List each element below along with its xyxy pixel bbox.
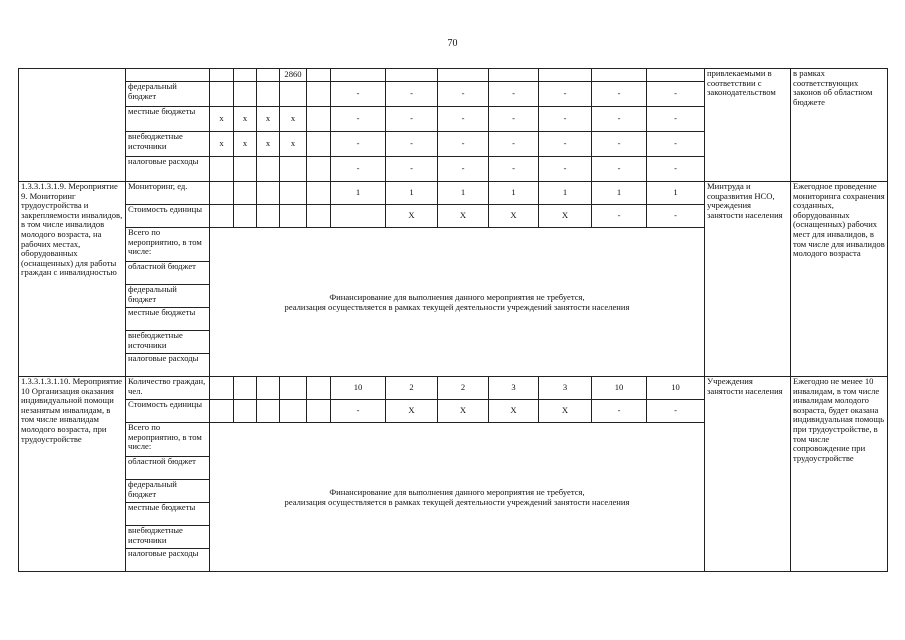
value-cell: - bbox=[489, 107, 539, 132]
x-cell bbox=[210, 82, 234, 107]
indicator-label-cell: Стоимость единицы bbox=[126, 400, 210, 423]
x-cell bbox=[234, 205, 257, 228]
x-cell: x bbox=[280, 107, 307, 132]
value-cell: 1 bbox=[489, 182, 539, 205]
value-cell: X bbox=[489, 400, 539, 423]
funding-source-cell: местные бюджеты bbox=[126, 503, 210, 526]
value-cell bbox=[331, 205, 386, 228]
x-cell: x bbox=[210, 132, 234, 157]
value-cell bbox=[539, 69, 592, 82]
value-cell: - bbox=[331, 82, 386, 107]
value-cell: - bbox=[647, 205, 705, 228]
funding-source-cell: федеральный бюджет bbox=[126, 285, 210, 308]
funding-source-cell: Всего по мероприятию, в том числе: bbox=[126, 423, 210, 457]
indicator-label-cell: Мониторинг, ед. bbox=[126, 182, 210, 205]
x-cell bbox=[307, 205, 331, 228]
x-cell bbox=[280, 82, 307, 107]
value-cell: - bbox=[438, 157, 489, 182]
value-cell: - bbox=[386, 157, 438, 182]
value-cell: - bbox=[647, 132, 705, 157]
table-row bbox=[19, 182, 888, 205]
x-cell bbox=[257, 205, 280, 228]
program-table bbox=[18, 68, 888, 572]
value-cell: - bbox=[647, 82, 705, 107]
x-cell bbox=[234, 69, 257, 82]
x-cell bbox=[210, 69, 234, 82]
x-cell bbox=[257, 69, 280, 82]
x-cell bbox=[280, 157, 307, 182]
funding-source-cell: налоговые расходы bbox=[126, 157, 210, 182]
value-cell: - bbox=[331, 132, 386, 157]
x-cell: x bbox=[234, 132, 257, 157]
value-cell: X bbox=[386, 400, 438, 423]
table-row bbox=[19, 377, 888, 400]
value-cell: X bbox=[489, 205, 539, 228]
x-cell bbox=[234, 400, 257, 423]
x-cell bbox=[210, 205, 234, 228]
financing-note-line: Финансирование для выполнения данного мероприятия не требуется, bbox=[329, 487, 585, 497]
value-cell: - bbox=[539, 107, 592, 132]
financing-note-line: Финансирование для выполнения данного мероприятия не требуется, bbox=[329, 292, 585, 302]
funding-source-cell: местные бюджеты bbox=[126, 107, 210, 132]
funding-source-cell: внебюджетные источники bbox=[126, 331, 210, 354]
item9-name-cell: 1.3.3.1.3.1.9. Мероприятие 9. Мониторинг трудоустройства и закрепляемости инвалидов, в том числе инвалидов молодого возраста, на рабочих местах, оборудованных (оснащенных) для работы граждан с инвалидностью bbox=[19, 182, 126, 377]
x-cell bbox=[257, 82, 280, 107]
funding-source-cell: налоговые расходы bbox=[126, 354, 210, 377]
item10-financing-note bbox=[210, 423, 705, 572]
x-cell bbox=[307, 157, 331, 182]
x-cell bbox=[210, 182, 234, 205]
funding-source-cell: областной бюджет bbox=[126, 262, 210, 285]
value-cell: X bbox=[438, 400, 489, 423]
item9-executor-cell: Минтруда и соцразвития НСО, учреждения занятости населения bbox=[705, 182, 791, 377]
x-cell: x bbox=[210, 107, 234, 132]
x-cell bbox=[307, 132, 331, 157]
page-number: 70 bbox=[447, 38, 458, 49]
x-cell bbox=[257, 400, 280, 423]
x-cell bbox=[280, 377, 307, 400]
x-cell: x bbox=[257, 107, 280, 132]
value-cell: - bbox=[592, 400, 647, 423]
value-cell bbox=[592, 69, 647, 82]
funding-source-cell: местные бюджеты bbox=[126, 308, 210, 331]
x-cell bbox=[307, 69, 331, 82]
x-cell bbox=[234, 82, 257, 107]
value-cell: - bbox=[539, 82, 592, 107]
value-cell: - bbox=[592, 205, 647, 228]
value-cell: 1 bbox=[386, 182, 438, 205]
value-cell: 3 bbox=[539, 377, 592, 400]
value-cell: - bbox=[386, 132, 438, 157]
x-cell bbox=[210, 377, 234, 400]
value-cell: 2 bbox=[386, 377, 438, 400]
table-row bbox=[19, 69, 888, 82]
value-cell bbox=[438, 69, 489, 82]
x-cell bbox=[307, 377, 331, 400]
value-cell: 1 bbox=[592, 182, 647, 205]
funding-source-cell: налоговые расходы bbox=[126, 549, 210, 572]
value-cell: X bbox=[386, 205, 438, 228]
x-cell bbox=[307, 107, 331, 132]
value-cell: - bbox=[438, 82, 489, 107]
item10-executor-cell: Учреждения занятости населения bbox=[705, 377, 791, 572]
value-cell: - bbox=[592, 157, 647, 182]
x-cell bbox=[234, 182, 257, 205]
x-cell bbox=[280, 400, 307, 423]
value-cell: 1 bbox=[539, 182, 592, 205]
x-cell bbox=[307, 82, 331, 107]
value-cell bbox=[331, 69, 386, 82]
funding-source-cell: областной бюджет bbox=[126, 457, 210, 480]
financing-note-line: реализация осуществляется в рамках текущей деятельности учреждений занятости населения bbox=[284, 497, 630, 507]
x-cell: x bbox=[280, 132, 307, 157]
x-cell bbox=[234, 157, 257, 182]
value-cell: - bbox=[489, 82, 539, 107]
x-cell bbox=[280, 182, 307, 205]
x-cell: x bbox=[234, 107, 257, 132]
value-cell: - bbox=[592, 82, 647, 107]
x-cell bbox=[257, 157, 280, 182]
funding-source-cell: федеральный бюджет bbox=[126, 82, 210, 107]
value-cell bbox=[647, 69, 705, 82]
item9-result-cell: Ежегодное проведение мониторинга сохранения созданных, оборудованных (оснащенных) рабочих мест для инвалидов, в том числе для инвалидов молодого возраста bbox=[791, 182, 888, 377]
x-cell bbox=[307, 182, 331, 205]
item10-result-cell: Ежегодно не менее 10 инвалидам, в том числе инвалидам молодого возраста, будет оказана индивидуальная помощь при трудоустройстве, в том числе сопровождение при трудоустройстве bbox=[791, 377, 888, 572]
value-cell: - bbox=[592, 132, 647, 157]
value-cell: - bbox=[331, 400, 386, 423]
x-cell: x bbox=[257, 132, 280, 157]
indicator-label-cell: Количество граждан, чел. bbox=[126, 377, 210, 400]
value-cell: X bbox=[539, 400, 592, 423]
value-cell: - bbox=[331, 107, 386, 132]
value-cell: - bbox=[331, 157, 386, 182]
value-cell: X bbox=[539, 205, 592, 228]
value-cell: 3 bbox=[489, 377, 539, 400]
value-cell: - bbox=[489, 157, 539, 182]
value-cell bbox=[489, 69, 539, 82]
funding-source-cell bbox=[126, 69, 210, 82]
value-cell: - bbox=[539, 132, 592, 157]
value-cell: - bbox=[438, 107, 489, 132]
value-cell: - bbox=[647, 157, 705, 182]
x-cell bbox=[280, 205, 307, 228]
result-cell: в рамках соответствующих законов об областном бюджете bbox=[791, 69, 888, 182]
funding-source-cell: внебюджетные источники bbox=[126, 132, 210, 157]
x-cell bbox=[307, 400, 331, 423]
funding-source-cell: Всего по мероприятию, в том числе: bbox=[126, 228, 210, 262]
value-cell: - bbox=[539, 157, 592, 182]
x-cell bbox=[234, 377, 257, 400]
value-cell: - bbox=[647, 107, 705, 132]
value-cell: 1 bbox=[331, 182, 386, 205]
x-cell: 2860 bbox=[280, 69, 307, 82]
funding-source-cell: внебюджетные источники bbox=[126, 526, 210, 549]
value-cell: - bbox=[592, 107, 647, 132]
value-cell: 1 bbox=[438, 182, 489, 205]
indicator-label-cell: Стоимость единицы bbox=[126, 205, 210, 228]
value-cell: - bbox=[489, 132, 539, 157]
value-cell: - bbox=[438, 132, 489, 157]
value-cell: - bbox=[386, 107, 438, 132]
value-cell: - bbox=[386, 82, 438, 107]
item9-financing-note bbox=[210, 228, 705, 377]
value-cell bbox=[386, 69, 438, 82]
value-cell: - bbox=[647, 400, 705, 423]
x-cell bbox=[210, 400, 234, 423]
executor-cell: привлекаемыми в соответствии с законодательством bbox=[705, 69, 791, 182]
item10-name-cell: 1.3.3.1.3.1.10. Мероприятие 10 Организация оказания индивидуальной помощи незанятым инвалидам, в том числе инвалидам молодого возраста, при трудоустройстве bbox=[19, 377, 126, 572]
value-cell: 1 bbox=[647, 182, 705, 205]
financing-note-line: реализация осуществляется в рамках текущей деятельности учреждений занятости населения bbox=[284, 302, 630, 312]
x-cell bbox=[210, 157, 234, 182]
x-cell bbox=[257, 182, 280, 205]
value-cell: 10 bbox=[331, 377, 386, 400]
item-name-cell bbox=[19, 69, 126, 182]
funding-source-cell: федеральный бюджет bbox=[126, 480, 210, 503]
value-cell: 10 bbox=[647, 377, 705, 400]
value-cell: 10 bbox=[592, 377, 647, 400]
value-cell: X bbox=[438, 205, 489, 228]
value-cell: 2 bbox=[438, 377, 489, 400]
x-cell bbox=[257, 377, 280, 400]
